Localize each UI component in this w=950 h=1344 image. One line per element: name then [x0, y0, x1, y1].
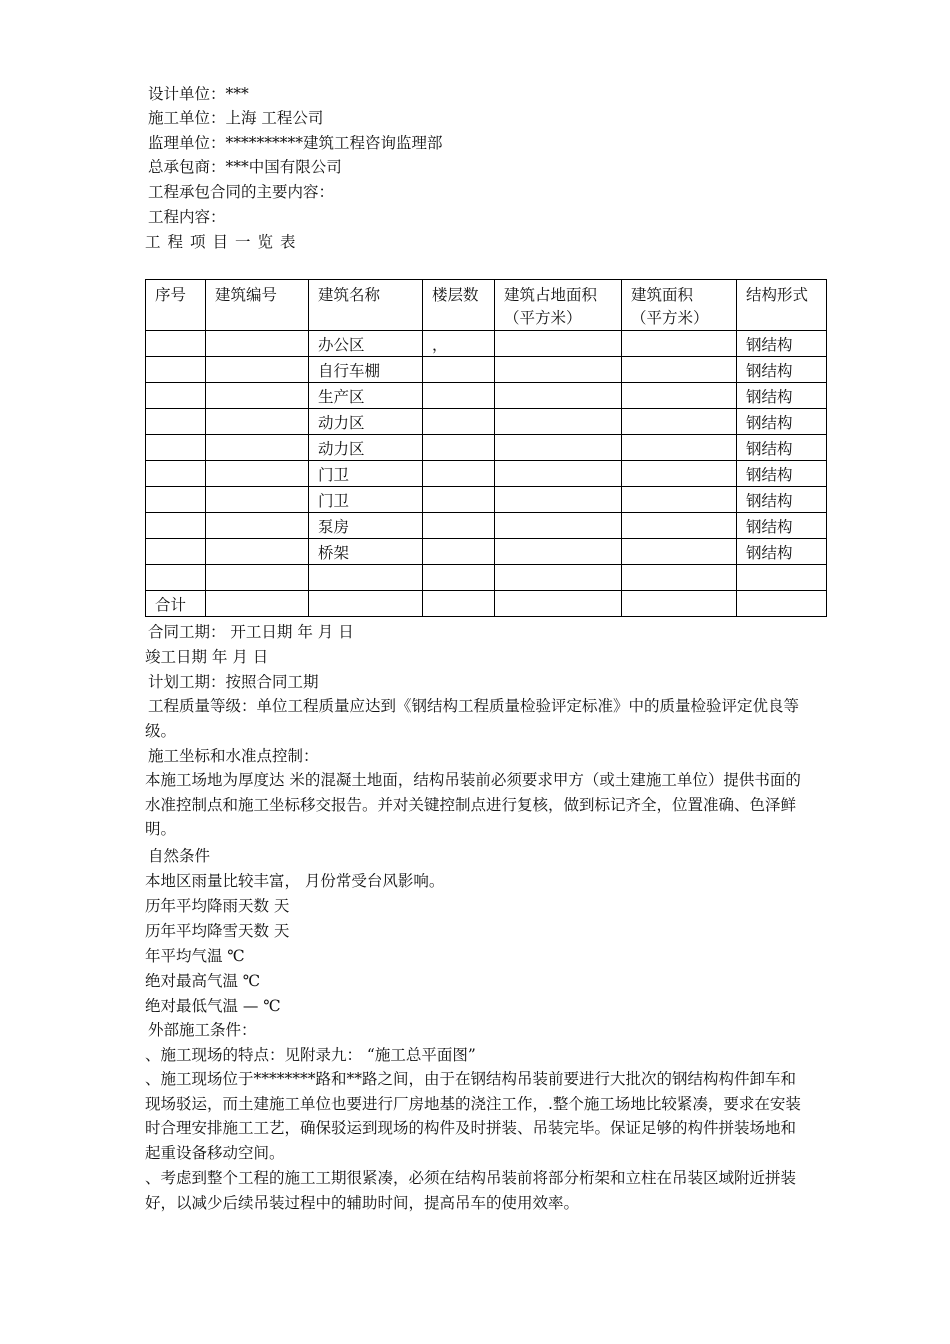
header-label: 建筑名称: [318, 286, 381, 304]
table-cell: [495, 461, 622, 487]
table-cell: [495, 539, 622, 565]
table-cell: 泵房: [309, 513, 423, 539]
rainfall-line: 本地区雨量比较丰富， 月份常受台风影响。: [145, 872, 445, 890]
general-contractor-line: 总承包商：***中国有限公司: [148, 158, 342, 176]
table-row: [146, 565, 827, 591]
external-item-2: 、施工现场位于********路和**路之间，由于在钢结构吊装前要进行大批次的钢结构构件卸车和现场驳运，而土建施工单位也要进行厂房地基的浇注工作，.整个施工场地比较紧凑，要求在安装时合理安排施工工艺，确保驳运到现场的构件及时拼装、吊装完毕。保证足够的构件拼装场地和起重设备移动空间。: [145, 1070, 801, 1162]
table-row: [146, 357, 827, 383]
table-title: 工程项目一览表: [145, 233, 303, 251]
table-cell: 门卫: [309, 461, 423, 487]
table-total-row: [146, 591, 827, 617]
table-cell: [146, 357, 206, 383]
header-building-code: [206, 280, 309, 331]
table-cell: [495, 409, 622, 435]
coordinate-heading: 施工坐标和水准点控制：: [148, 747, 319, 765]
table-row: [146, 435, 827, 461]
table-cell: [146, 331, 206, 357]
table-cell: [495, 357, 622, 383]
table-cell: 生产区: [309, 383, 423, 409]
header-footprint-area: [495, 280, 622, 331]
header-label: 结构形式: [746, 286, 809, 304]
header-unit: （平方米）: [504, 309, 582, 327]
table-cell: [495, 565, 622, 591]
snow-days-line: 历年平均降雪天数 天: [145, 922, 290, 940]
table-cell: 钢结构: [737, 487, 827, 513]
header-unit: （平方米）: [631, 309, 709, 327]
table-cell: [206, 409, 309, 435]
table-cell: [423, 383, 495, 409]
external-conditions-heading: 外部施工条件：: [148, 1021, 257, 1039]
table-cell: [423, 539, 495, 565]
table-cell: [737, 591, 827, 617]
table-cell: [146, 487, 206, 513]
table-cell: [309, 591, 423, 617]
header-label: 建筑编号: [215, 286, 278, 304]
table-row: [146, 461, 827, 487]
table-cell: [622, 435, 737, 461]
table-cell: [423, 435, 495, 461]
table-cell: ，: [423, 331, 495, 357]
table-cell: [206, 539, 309, 565]
table-cell: 自行车棚: [309, 357, 423, 383]
table-cell: [423, 487, 495, 513]
construction-unit-line: 施工单位：上海 工程公司: [148, 109, 324, 127]
table-cell: [495, 331, 622, 357]
table-row: [146, 487, 827, 513]
table-cell: [206, 513, 309, 539]
nature-heading: 自然条件: [148, 847, 211, 865]
header-structure-type: [737, 280, 827, 331]
table-header-row: [146, 280, 827, 331]
table-cell: 钢结构: [737, 331, 827, 357]
header-label: 序号: [155, 286, 187, 304]
table-cell: [622, 565, 737, 591]
table-cell: [206, 487, 309, 513]
table-cell: [622, 539, 737, 565]
table-cell: [423, 461, 495, 487]
table-cell: [206, 591, 309, 617]
table-cell: 钢结构: [737, 461, 827, 487]
table-row: [146, 409, 827, 435]
table-cell: [495, 513, 622, 539]
external-item-3: 、考虑到整个工程的施工工期很紧凑，必须在结构吊装前将部分桁架和立柱在吊装区域附近拼装好，以减少后续吊装过程中的辅助时间，提高吊车的使用效率。: [145, 1169, 797, 1212]
quality-paragraph: 工程质量等级：单位工程质量应达到《钢结构工程质量检验评定标准》中的质量检验评定优良等级。: [145, 697, 800, 740]
contract-content-heading: 工程承包合同的主要内容：: [148, 183, 335, 201]
table-cell: [737, 565, 827, 591]
design-unit-line: 设计单位：***: [148, 85, 249, 103]
table-cell: [146, 383, 206, 409]
table-row: [146, 513, 827, 539]
table-cell: [206, 331, 309, 357]
table-cell: [622, 409, 737, 435]
table-cell: 钢结构: [737, 513, 827, 539]
table-cell: [206, 357, 309, 383]
table-cell: [206, 383, 309, 409]
table-cell: [622, 513, 737, 539]
project-content-heading: 工程内容：: [148, 208, 226, 226]
header-label: 楼层数: [432, 286, 479, 304]
table-cell: 合计: [146, 591, 206, 617]
coordinate-paragraph: 本施工场地为厚度达 米的混凝土地面，结构吊装前必须要求甲方（或土建施工单位）提供书面的水准控制点和施工坐标移交报告。并对关键控制点进行复核，做到标记齐全，位置准确、色泽鲜明。: [145, 771, 801, 839]
table-cell: 动力区: [309, 409, 423, 435]
table-cell: [423, 513, 495, 539]
table-cell: 门卫: [309, 487, 423, 513]
table-cell: [495, 383, 622, 409]
table-cell: [495, 487, 622, 513]
table-row: [146, 331, 827, 357]
table-cell: [146, 539, 206, 565]
max-temp-line: 绝对最高气温 ℃: [145, 972, 261, 990]
table-cell: [495, 591, 622, 617]
table-cell: [622, 487, 737, 513]
rain-days-line: 历年平均降雨天数 天: [145, 897, 290, 915]
table-cell: 动力区: [309, 435, 423, 461]
header-index: [146, 280, 206, 331]
table-cell: [146, 435, 206, 461]
table-cell: [622, 591, 737, 617]
table-cell: 钢结构: [737, 383, 827, 409]
header-building-area: [622, 280, 737, 331]
table-cell: [146, 513, 206, 539]
table-cell: [622, 383, 737, 409]
table-cell: [206, 435, 309, 461]
table-cell: [495, 435, 622, 461]
min-temp-line: 绝对最低气温 — ℃: [145, 997, 281, 1015]
header-label: 建筑面积: [631, 286, 694, 304]
avg-temp-line: 年平均气温 ℃: [145, 947, 245, 965]
planned-period-line: 计划工期：按照合同工期: [148, 673, 319, 691]
table-cell: [309, 565, 423, 591]
table-cell: [622, 461, 737, 487]
table-cell: [423, 565, 495, 591]
table-cell: [146, 409, 206, 435]
header-building-name: [309, 280, 423, 331]
table-cell: 钢结构: [737, 539, 827, 565]
table-cell: [206, 565, 309, 591]
table-cell: [622, 331, 737, 357]
table-cell: [423, 591, 495, 617]
external-item-1: 、施工现场的特点：见附录九： “施工总平面图”: [145, 1046, 476, 1064]
table-cell: [146, 565, 206, 591]
table-row: [146, 383, 827, 409]
table-row: [146, 539, 827, 565]
table-cell: [622, 357, 737, 383]
table-cell: 钢结构: [737, 435, 827, 461]
table-cell: [206, 461, 309, 487]
header-floors: [423, 280, 495, 331]
contract-period-line: 合同工期： 开工日期 年 月 日: [148, 623, 354, 641]
table-cell: 钢结构: [737, 357, 827, 383]
table-cell: [423, 357, 495, 383]
header-label: 建筑占地面积: [504, 286, 598, 304]
completion-date-line: 竣工日期 年 月 日: [145, 648, 269, 666]
table-cell: 桥架: [309, 539, 423, 565]
table-cell: [146, 461, 206, 487]
project-table: [145, 279, 827, 617]
supervision-unit-line: 监理单位：**********建筑工程咨询监理部: [148, 134, 443, 152]
table-cell: 钢结构: [737, 409, 827, 435]
table-cell: 办公区: [309, 331, 423, 357]
table-cell: [423, 409, 495, 435]
